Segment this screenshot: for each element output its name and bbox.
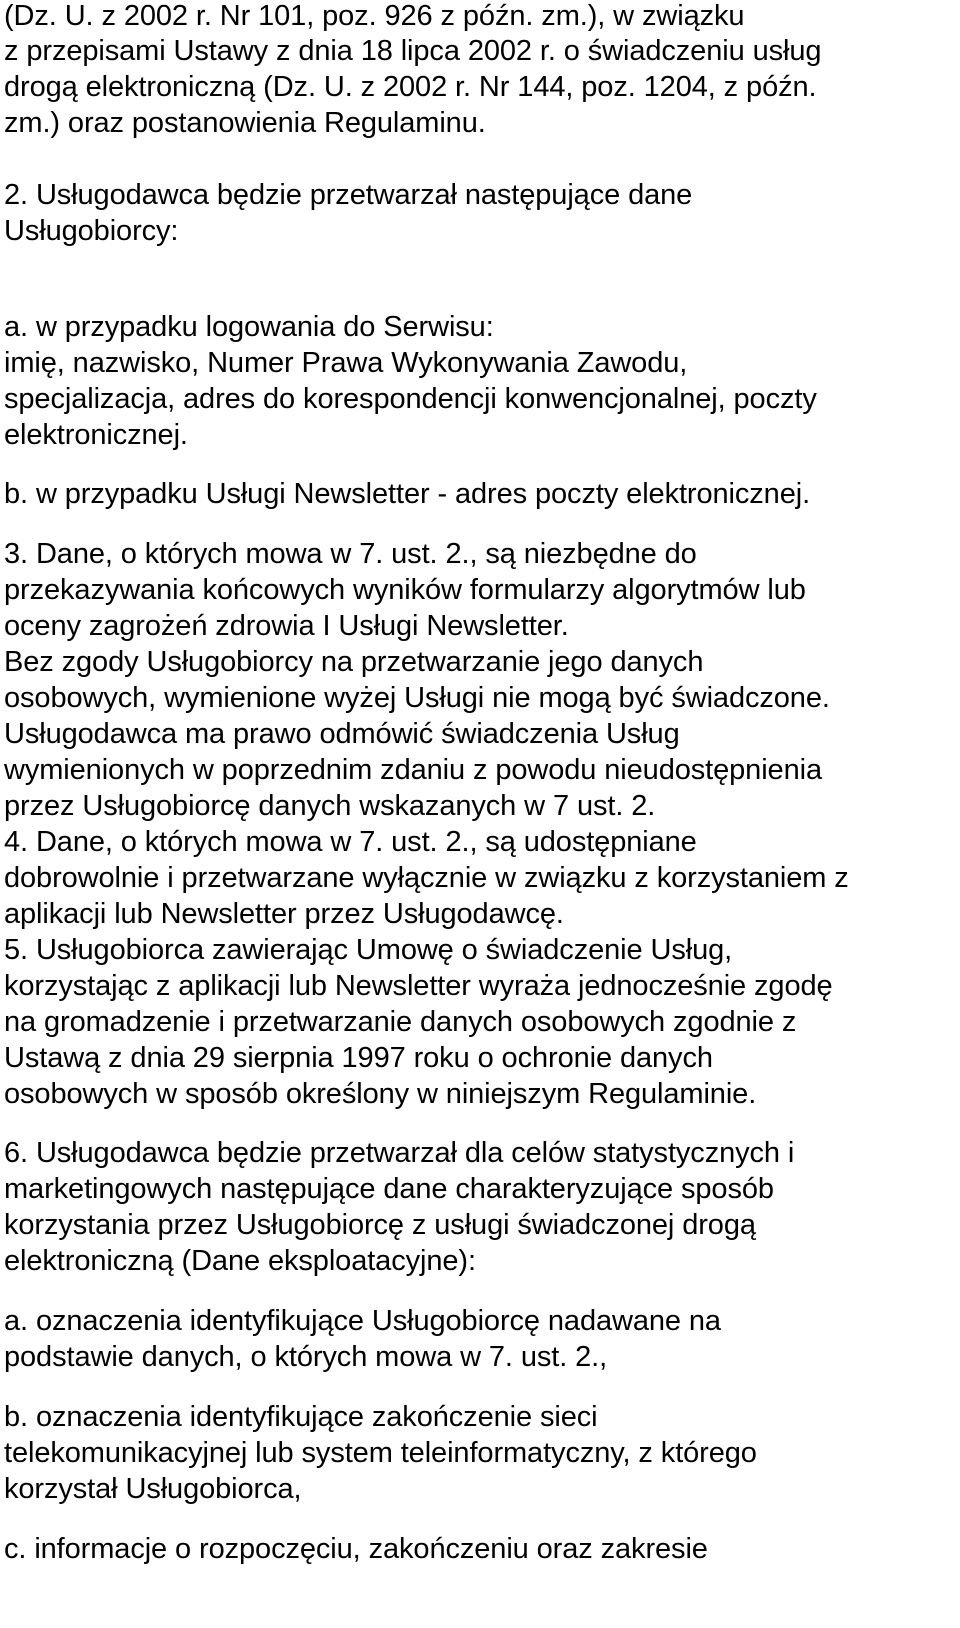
- text-line: elektroniczną (Dane eksploatacyjne):: [4, 1245, 476, 1277]
- text-line: przekazywania końcowych wyników formularzy algorytmów lub: [4, 574, 806, 606]
- text-line: b. w przypadku Usługi Newsletter - adres poczty elektronicznej.: [4, 478, 811, 510]
- text-line: Usługodawca ma prawo odmówić świadczenia Usług: [4, 718, 680, 750]
- text-line: Usługobiorcy:: [4, 215, 179, 247]
- text-line: 5. Usługobiorca zawierając Umowę o świadczenie Usług,: [4, 934, 733, 966]
- text-line: aplikacji lub Newsletter przez Usługodawcę.: [4, 898, 564, 930]
- text-line: 3. Dane, o których mowa w 7. ust. 2., są niezbędne do: [4, 538, 697, 570]
- text-line: z przepisami Ustawy z dnia 18 lipca 2002 r. o świadczeniu usług: [4, 35, 822, 67]
- text-line: dobrowolnie i przetwarzane wyłącznie w związku z korzystaniem z: [4, 862, 849, 894]
- text-line: wymienionych w poprzednim zdaniu z powodu nieudostępnienia: [4, 754, 822, 786]
- text-line: 2. Usługodawca będzie przetwarzał następujące dane: [4, 179, 693, 211]
- text-line: przez Usługobiorcę danych wskazanych w 7 ust. 2.: [4, 790, 656, 822]
- text-line: Ustawą z dnia 29 sierpnia 1997 roku o ochronie danych: [4, 1042, 713, 1074]
- text-line: telekomunikacyjnej lub system teleinformatyczny, z którego: [4, 1437, 757, 1469]
- text-line: specjalizacja, adres do korespondencji konwencjonalnej, poczty: [4, 383, 817, 415]
- text-line: b. oznaczenia identyfikujące zakończenie sieci: [4, 1401, 598, 1433]
- text-line: marketingowych następujące dane charakteryzujące sposób: [4, 1173, 774, 1205]
- text-line: korzystania przez Usługobiorcę z usługi świadczonej drogą: [4, 1209, 756, 1241]
- text-line: na gromadzenie i przetwarzanie danych osobowych zgodnie z: [4, 1006, 797, 1038]
- text-line: a. oznaczenia identyfikujące Usługobiorcę nadawane na: [4, 1305, 721, 1337]
- text-line: elektronicznej.: [4, 419, 188, 451]
- text-line: korzystał Usługobiorca,: [4, 1473, 302, 1505]
- text-line: a. w przypadku logowania do Serwisu:: [4, 311, 494, 343]
- text-line: (Dz. U. z 2002 r. Nr 101, poz. 926 z późn. zm.), w związku: [4, 0, 745, 32]
- text-line: c. informacje o rozpoczęciu, zakończeniu oraz zakresie: [4, 1533, 708, 1565]
- text-line: Bez zgody Usługobiorcy na przetwarzanie jego danych: [4, 646, 704, 678]
- text-line: 6. Usługodawca będzie przetwarzał dla celów statystycznych i: [4, 1137, 795, 1169]
- text-line: osobowych, wymienione wyżej Usługi nie mogą być świadczone.: [4, 682, 830, 714]
- text-line: zm.) oraz postanowienia Regulaminu.: [4, 107, 486, 139]
- text-line: 4. Dane, o których mowa w 7. ust. 2., są udostępniane: [4, 826, 697, 858]
- text-line: osobowych w sposób określony w niniejszym Regulaminie.: [4, 1078, 757, 1110]
- text-line: podstawie danych, o których mowa w 7. ust. 2.,: [4, 1341, 608, 1373]
- text-line: korzystając z aplikacji lub Newsletter wyraża jednocześnie zgodę: [4, 970, 833, 1002]
- text-line: drogą elektroniczną (Dz. U. z 2002 r. Nr 144, poz. 1204, z późn.: [4, 71, 817, 103]
- text-line: imię, nazwisko, Numer Prawa Wykonywania Zawodu,: [4, 347, 688, 379]
- text-line: oceny zagrożeń zdrowia I Usługi Newsletter.: [4, 610, 569, 642]
